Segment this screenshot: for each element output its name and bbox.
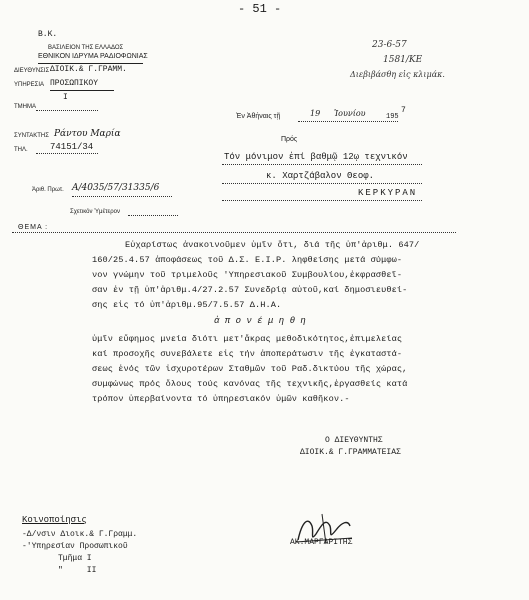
body-line: συμφώνως πρός ὅλους τούς κανόνας τῆς τεχνικῆς,ἐργασθείς κατά — [92, 379, 408, 389]
distribution-item: -'Υπηρεσίαν Προσωπικοῦ — [22, 542, 128, 551]
signature-title: Ο ΔΙΕΥΘΥΝΤΗΣ — [325, 436, 383, 445]
recipient-line-1: Τόν μόνιμον ἐπί βαθμῷ 12ῳ τεχνικόν — [224, 152, 408, 162]
body-line: ὑμῖν εὔφημος μνεία διότι μετ'ἄκρας μεθοδικότητος,ἐπιμελείας — [92, 334, 403, 344]
directorate-value: ΔΙΟΙΚ.& Γ.ΓΡΑΜΜ. — [50, 65, 127, 74]
institute-title: ΕΘΝΙΚΟΝ ΙΔΡΥΜΑ ΡΑΔΙΟΦΩΝΙΑΣ — [38, 53, 148, 60]
body-line: νον γνώμην τοῦ τριμελοῦς 'Υπηρεσιακοῦ Συμβουλίου,ἐκφρασθεῖ- — [92, 270, 403, 280]
page-number: - 51 - — [238, 2, 282, 16]
body-line: Εὐχαρίστως ἀνακοινοῦμεν ὑμῖν ὅτι, διά τῆς ὑπ'ἀριθμ. 647/ — [125, 240, 420, 250]
distribution-item: -Δ/νσιν Διοικ.& Γ.Γραμμ. — [22, 530, 138, 539]
stamp-date: 23-6-57 — [372, 40, 407, 50]
date-year-suffix: 7 — [401, 106, 406, 115]
stamp-number: 1581/ΚΕ — [383, 55, 423, 65]
signature-department: ΔΙΟΙΚ.& Γ.ΓΡΑΜΜΑΤΕΙΑΣ — [300, 448, 401, 457]
body-line: 160/25.4.57 ἀποφάσεως τοῦ Δ.Σ. Ε.Ι.Ρ. ληφθείσης μετά σύμφω- — [92, 255, 403, 265]
bk-mark: Β.Κ. — [38, 30, 58, 39]
service-label: ΥΠΗΡΕΣΙΑ — [14, 82, 45, 88]
drafter-label: ΣΥΝΤΑΚΤΗΣ — [14, 133, 49, 139]
stamp-note: Διεβιβάσθη εἰς κλιμάκ. — [350, 70, 445, 79]
service-value: ΠΡΟΣΩΠΙΚΟΥ — [50, 79, 99, 88]
distribution-item: Τμῆμα Ι — [58, 554, 92, 563]
section-label: ΤΜΗΜΑ — [14, 104, 36, 110]
distribution-item: " ΙΙ — [58, 566, 97, 575]
kingdom-title: ΒΑΣΙΛΕΙΟΝ ΤΗΣ ΕΛΛΑΔΟΣ — [48, 45, 124, 51]
recipient-city: ΚΕΡΚΥΡΑΝ — [358, 188, 418, 198]
protocol-label: Ἀριθ. Πρωτ. — [32, 187, 64, 193]
drafter-name: Ράντου Μαρία — [54, 129, 121, 139]
body-line: καί προσοχῆς συνεβάλετε εἰς τήν ἀποπεράτωσιν τῆς ἐγκαταστά- — [92, 349, 403, 359]
body-line: σεως ἑνός τῶν ἰσχυροτέρων Σταθμῶν τοῦ Ραδ.δικτύου τῆς χώρας, — [92, 364, 408, 374]
section-value: Ι — [63, 93, 68, 102]
protocol-number: Α/4035/57/31335/6 — [72, 183, 160, 193]
body-line: σης εἰς τό ὑπ'ἀριθμ.95/7.5.57 Δ.Η.Α. — [92, 300, 282, 310]
phone-label: ΤΗΛ. — [14, 147, 28, 153]
body-line: σαν ἐν τῇ ὑπ'ἀριθμ.4/27.2.57 Συνεδρίᾳ αὐτοῦ,καί δημοσιευθεί- — [92, 285, 408, 295]
directorate-label: ΔΙΕΥΘΥΝΣΙΣ — [14, 68, 50, 74]
recipient-label: Πρός — [281, 136, 298, 143]
subject-label: ΘΕΜΑ : — [18, 224, 49, 231]
date-month: Ἰουνίου — [334, 109, 366, 118]
date-prefix: Ἐν Ἀθήναις τῇ — [236, 113, 281, 120]
awarded-heading: ἀ π ο ν έ μ η θ η — [214, 316, 306, 326]
body-line: τρόπον ὑπερβαίνοντα τό ὑπηρεσιακόν ὑμῶν καθῆκον.- — [92, 394, 350, 404]
recipient-line-2: κ. Χαρτζάβαλον Θεοφ. — [266, 171, 375, 181]
date-year-prefix: 195 — [386, 113, 399, 121]
phone-value: 74151/34 — [50, 142, 94, 152]
reference-label: Σχετικόν Ὑμέτερον — [70, 209, 120, 215]
signature-name: ΑΚ.ΜΑΡΓΑΡΙΤΗΣ — [290, 538, 353, 547]
date-day: 19 — [310, 109, 321, 118]
distribution-title: Κοινοποίησις — [22, 515, 87, 525]
